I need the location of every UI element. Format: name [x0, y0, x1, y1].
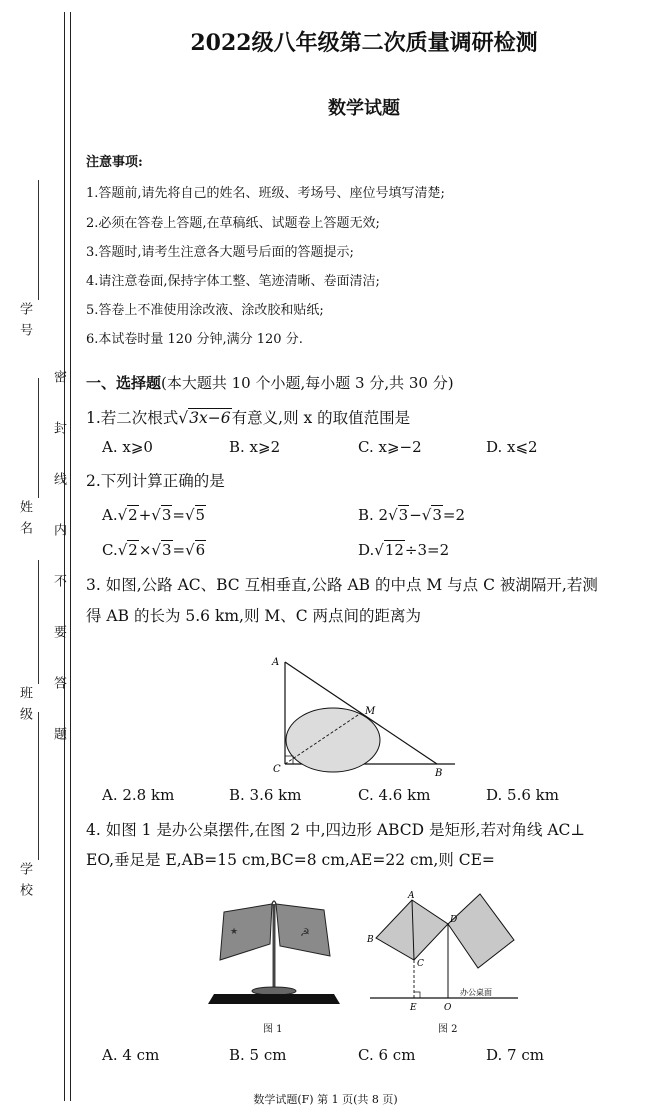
- q2-option-c[interactable]: C.√2×√3=√6: [102, 541, 206, 559]
- question-1-stem: 1.若二次根式√3x−6有意义,则 x 的取值范围是: [86, 409, 411, 427]
- seal-line-text: 密封线内不要答题: [51, 370, 66, 778]
- q3-figure: [261, 648, 461, 778]
- fig1-caption: 图 1: [263, 1024, 283, 1035]
- class-field[interactable]: [38, 560, 39, 684]
- q2-option-d[interactable]: D.√12÷3=2: [358, 541, 450, 559]
- q4-figure-2: [364, 888, 520, 1016]
- q1-pre: 1.若二次根式: [86, 409, 179, 427]
- notice-item: 5.答卷上不准使用涂改液、涂改胶和贴纸;: [86, 303, 324, 318]
- q4-option-d[interactable]: D. 7 cm: [486, 1046, 544, 1064]
- q4-figure-1: [200, 890, 350, 1012]
- q3-option-c[interactable]: C. 4.6 km: [358, 786, 431, 804]
- question-3-line-1: 3. 如图,公路 AC、BC 互相垂直,公路 AB 的中点 M 与点 C 被湖隔开,若测: [86, 576, 598, 594]
- label-b: B: [435, 768, 443, 778]
- section-heading: [86, 372, 454, 393]
- flag-left-stars-icon: ★: [230, 927, 239, 937]
- q4-option-b[interactable]: B. 5 cm: [229, 1046, 287, 1064]
- q3-option-d[interactable]: D. 5.6 km: [486, 786, 559, 804]
- section-title: 一、选择题: [86, 374, 162, 392]
- question-3-line-2: 得 AB 的长为 5.6 km,则 M、C 两点间的距离为: [86, 607, 422, 625]
- q2-option-b[interactable]: B. 2√3−√3=2: [358, 506, 466, 524]
- notice-item: 2.必须在答卷上答题,在草稿纸、试题卷上答题无效;: [86, 216, 380, 231]
- q1-option-d[interactable]: D. x⩽2: [486, 438, 538, 456]
- student-id-field[interactable]: [38, 180, 39, 300]
- page-subtitle: 数学试题: [328, 98, 400, 119]
- label-o: O: [444, 1003, 452, 1013]
- q1-post: 有意义,则 x 的取值范围是: [231, 409, 411, 427]
- school-label: 学 校: [17, 862, 32, 899]
- notice-item: 1.答题前,请先将自己的姓名、班级、考场号、座位号填写清楚;: [86, 186, 445, 201]
- right-angle-e: [414, 992, 420, 998]
- question-2-stem: 2.下列计算正确的是: [86, 472, 225, 490]
- notice-item: 3.答题时,请考生注意各大题号后面的答题提示;: [86, 245, 354, 260]
- q1-option-c[interactable]: C. x⩾−2: [358, 438, 422, 456]
- q4-option-c[interactable]: C. 6 cm: [358, 1046, 416, 1064]
- q1-radicand: 3x−6: [189, 409, 231, 427]
- rect-right: [448, 894, 514, 968]
- desk-surface: [208, 994, 340, 1004]
- school-field[interactable]: [38, 712, 39, 860]
- q1-option-b[interactable]: B. x⩾2: [229, 438, 281, 456]
- q3-option-b[interactable]: B. 3.6 km: [229, 786, 302, 804]
- section-desc: (本大题共 10 个小题,每小题 3 分,共 30 分): [161, 374, 454, 392]
- lake: [286, 708, 380, 772]
- student-id-label: 学 号: [17, 302, 32, 339]
- flag-pole-top: [272, 901, 276, 904]
- flag-left: [220, 904, 272, 960]
- binding-line-inner: [70, 12, 71, 1101]
- flag-right-emblem-icon: ☭: [300, 926, 310, 939]
- flag-stand-base: [252, 987, 296, 995]
- fig2-caption: 图 2: [438, 1024, 458, 1035]
- q4-option-a[interactable]: A. 4 cm: [102, 1046, 160, 1064]
- student-name-field[interactable]: [38, 378, 39, 498]
- label-c: C: [273, 764, 281, 775]
- student-name-label: 姓 名: [17, 500, 32, 537]
- label-d: D: [450, 915, 458, 925]
- label-b: B: [367, 935, 374, 945]
- label-a: A: [272, 657, 280, 668]
- notice-heading: 注意事项:: [86, 155, 143, 170]
- label-a: A: [408, 891, 415, 901]
- desk-label: 办公桌面: [460, 988, 492, 997]
- notice-item: 6.本试卷时量 120 分钟,满分 120 分.: [86, 332, 303, 347]
- label-c: C: [417, 959, 424, 969]
- label-e: E: [410, 1003, 417, 1013]
- class-label: 班 级: [17, 686, 32, 723]
- q1-option-a[interactable]: A. x⩾0: [102, 438, 153, 456]
- question-4-line-2: EO,垂足是 E,AB=15 cm,BC=8 cm,AE=22 cm,则 CE=: [86, 851, 495, 869]
- page-title: 2022级八年级第二次质量调研检测: [190, 30, 538, 56]
- q2-option-a[interactable]: A.√2+√3=√5: [102, 506, 206, 524]
- label-m: M: [365, 706, 376, 717]
- page-footer: 数学试题(F) 第 1 页(共 8 页): [253, 1093, 398, 1106]
- q3-option-a[interactable]: A. 2.8 km: [102, 786, 175, 804]
- notice-item: 4.请注意卷面,保持字体工整、笔迹清晰、卷面清洁;: [86, 274, 380, 289]
- question-4-line-1: 4. 如图 1 是办公桌摆件,在图 2 中,四边形 ABCD 是矩形,若对角线 AC⊥: [86, 821, 585, 839]
